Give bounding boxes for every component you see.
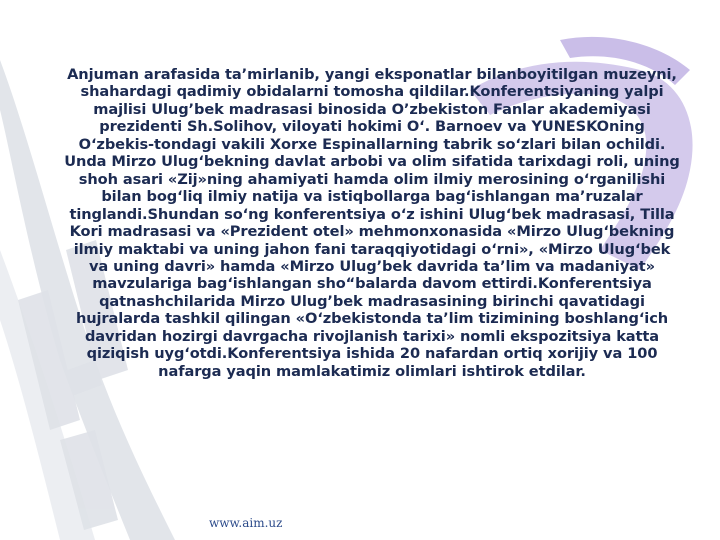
body-paragraph: Anjuman arafasida ta’mirlanib, yangi eksponatlar bilanboyitilgan muzeyni, shahardagi qadimiy obidalarni tomosha qildilar.Konferentsiyaning yalpi majlisi Ulug’bek madrasasi binosida O’zbekiston Fanlar akademiyasi prezidenti Sh.Solihov, viloyati hokimi O‘. Barnoev va YUNESKOning O‘zbekis-tondagi vakili Xorxe Espinallarning tabrik so‘zlari bilan ochildi. Unda Mirzo Ulug‘bekning davlat arbobi va olim sifatida tarixdagi roli, uning shoh asari «Zij»ning ahamiyati hamda olim ilmiy merosining o‘rganilishi bilan bog‘liq ilmiy natija va istiqbollarga bag‘ishlangan ma’ruzalar tinglandi.Shundan so‘ng konferentsiya o‘z ishini Ulug‘bek madrasasi, Tilla Kori madrasasi va «Prezident otel» mehmonxonasida «Mirzo Ulug‘bekning ilmiy maktabi va uning jahon fani taraqqiyotidagi o‘rni», «Mirzo Ulug‘bek va uning davri» hamda «Mirzo Ulug’bek davrida ta’lim va madaniyat» mavzulariga bag‘ishlangan sho“balarda davom ettirdi.Konferentsiya qatnashchilarida Mirzo Ulug’bek madrasasining birinchi qavatidagi hujralarda tashkil qilingan «O‘zbekistonda ta’lim tizimining boshlang‘ich davridan hozirgi davrgacha rivojlanish tarixi» nomli ekspozitsiya katta qiziqish uyg‘otdi.Konferentsiya ishida 20 nafardan ortiq xorijiy va 100 nafarga yaqin mamlakatimiz olimlari ishtirok etdilar. (64, 66, 680, 380)
footer-url: www.aim.uz (209, 516, 283, 530)
